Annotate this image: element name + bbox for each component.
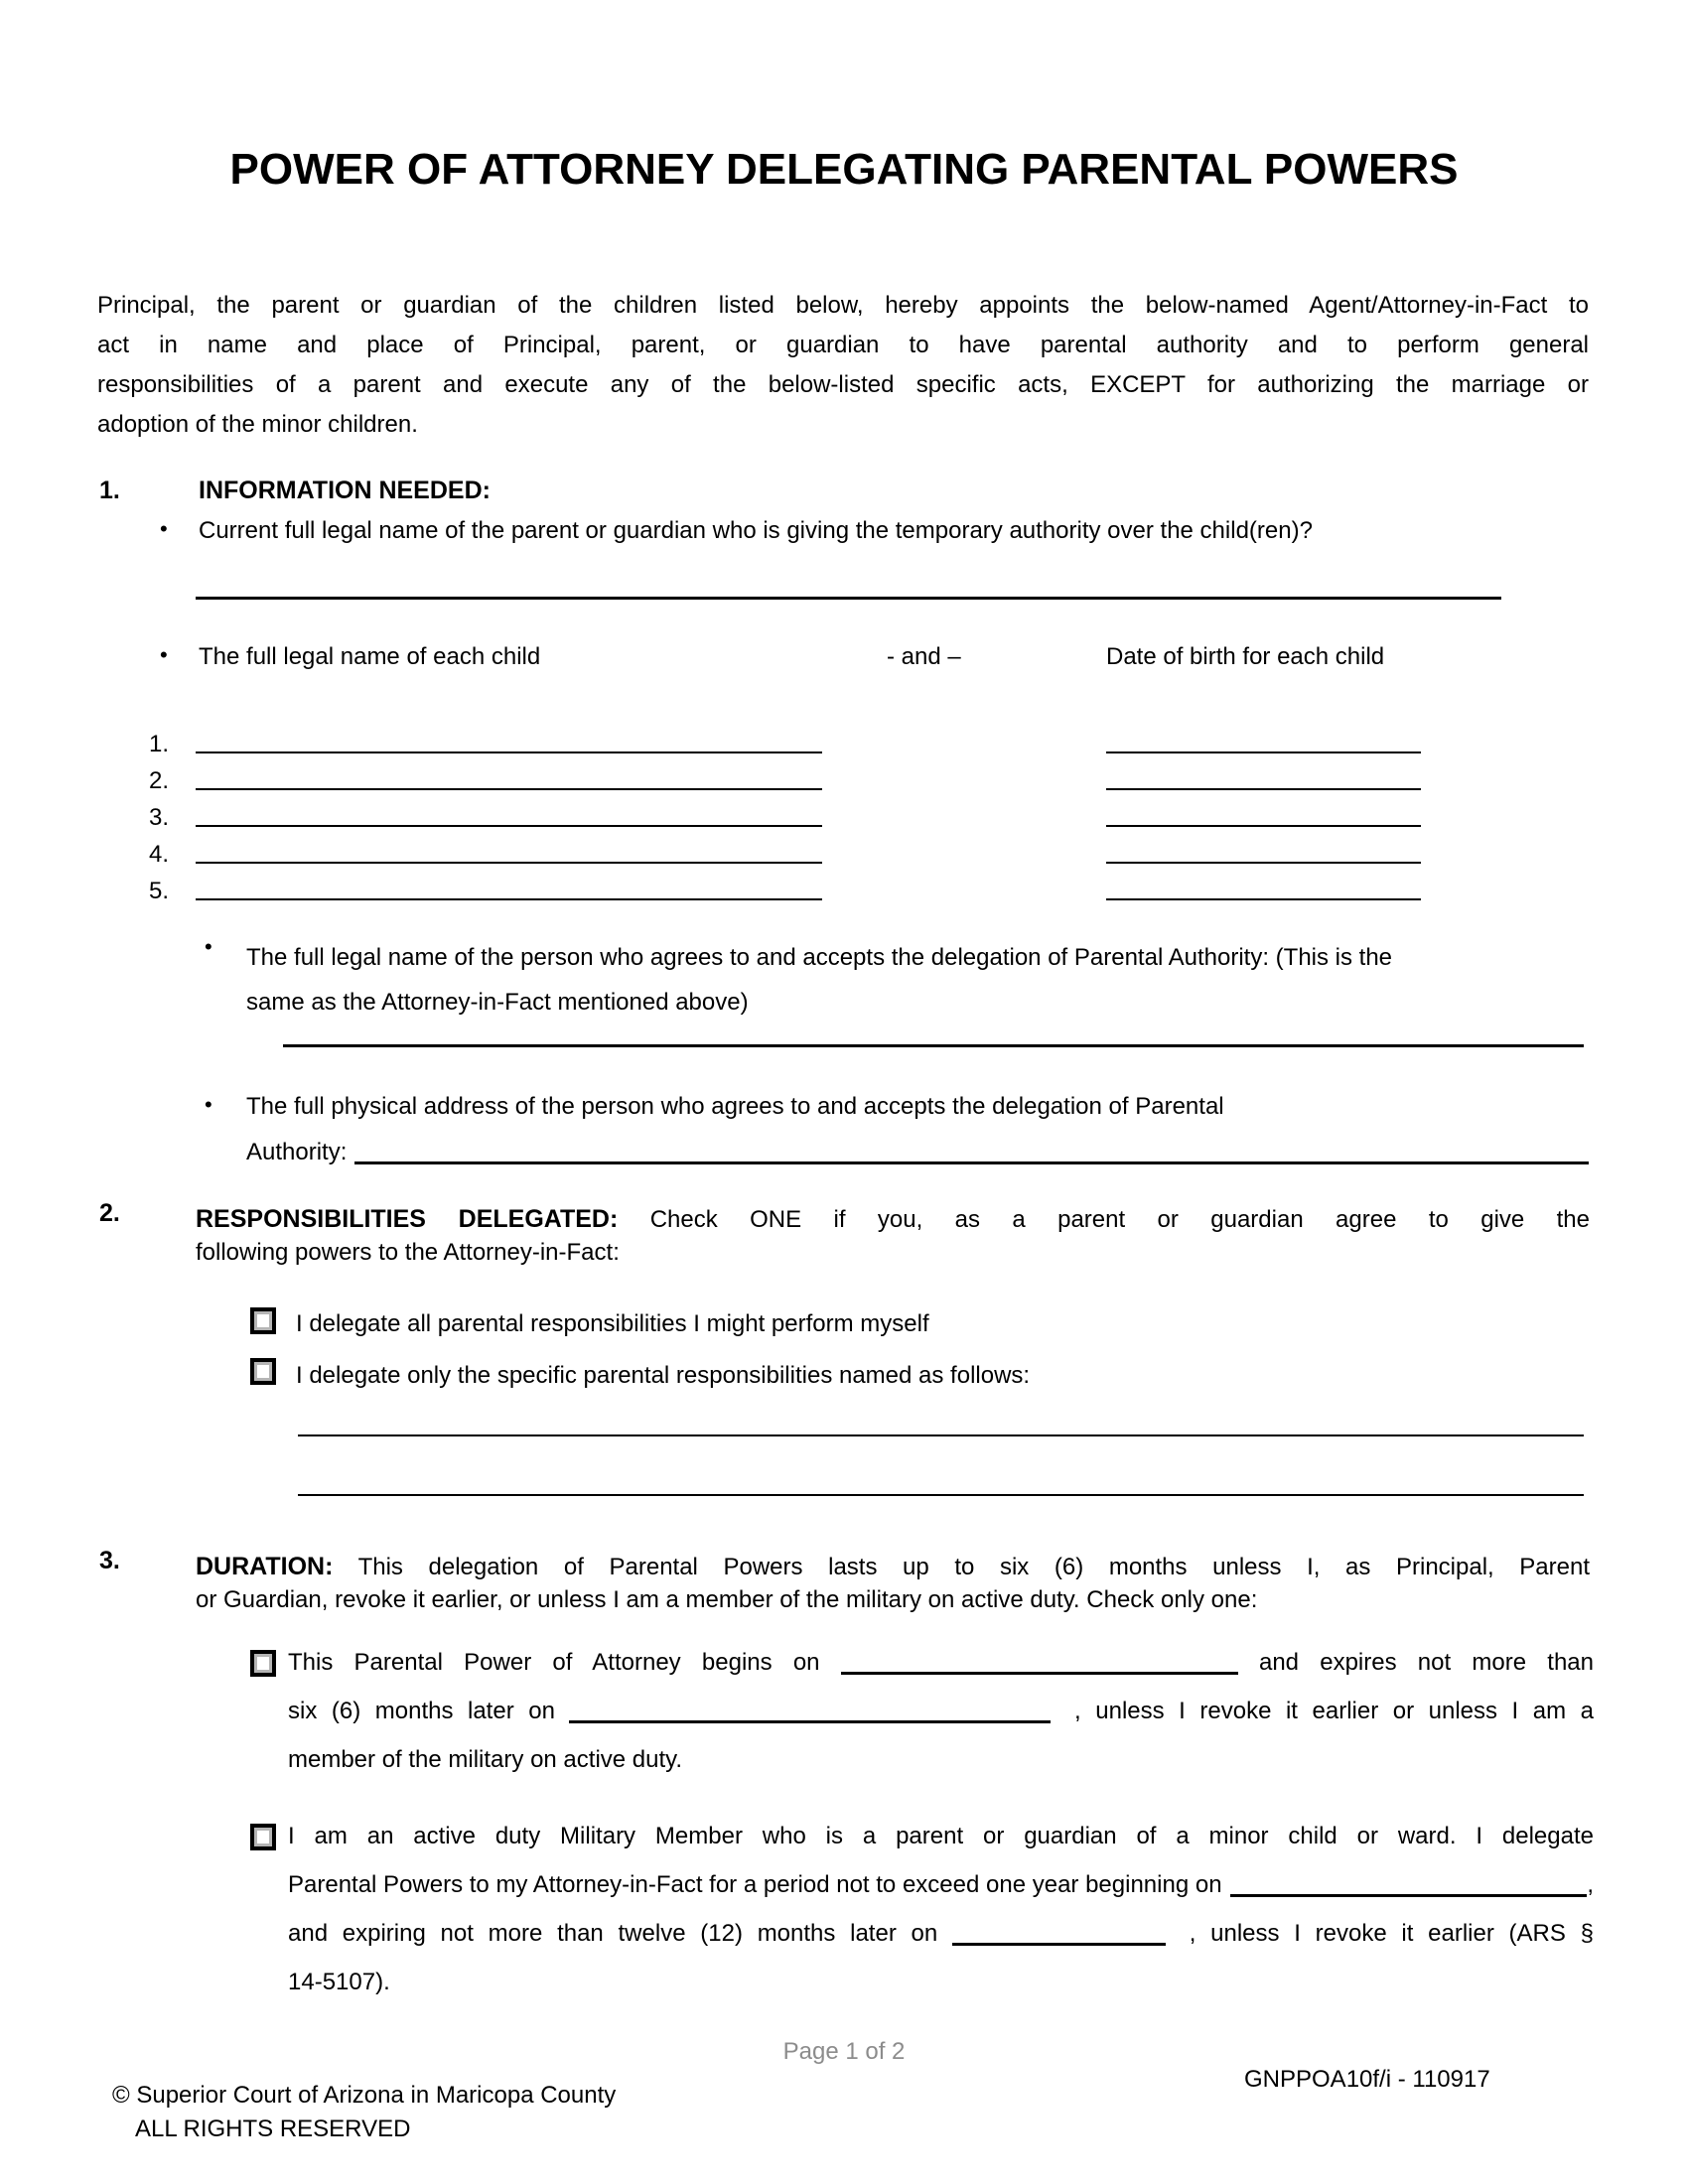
- child-dob-line[interactable]: [1106, 898, 1421, 900]
- duration-option1-line3: member of the military on active duty.: [288, 1746, 683, 1773]
- page-title: POWER OF ATTORNEY DELEGATING PARENTAL POWERS: [229, 145, 1459, 194]
- military-comma: ,: [1587, 1871, 1594, 1898]
- section3-heading: DURATION:: [196, 1553, 334, 1580]
- child-name-line[interactable]: [196, 898, 822, 900]
- specific-responsibilities-line2[interactable]: [298, 1494, 1584, 1496]
- parent-name-line[interactable]: [196, 597, 1501, 600]
- child-row-number: 5.: [149, 878, 170, 904]
- section1-heading: INFORMATION NEEDED:: [199, 477, 491, 504]
- duration-military-option: [288, 1812, 1594, 2006]
- agent-address-row: [246, 1139, 1589, 1166]
- checkbox-delegate-specific[interactable]: [250, 1358, 276, 1385]
- section3-heading-rest: This delegation of Parental Powers lasts up to six (6) months unless I, as Principal, Parent: [357, 1554, 1590, 1580]
- agent-name-prompt-line1: The full legal name of the person who agrees to and accepts the delegation of Parental Authority: (This is the: [246, 944, 1393, 971]
- military-expire-date-line[interactable]: [952, 1931, 1166, 1946]
- section3-number: 3.: [99, 1547, 120, 1574]
- child-dob-line[interactable]: [1106, 751, 1421, 753]
- intro-line: responsibilities of a parent and execute any of the below-listed specific acts, EXCEPT for authorizing the marriage or: [97, 371, 1589, 398]
- section3-heading-line1: [196, 1547, 1590, 1587]
- child-name-column-label: The full legal name of each child: [199, 643, 541, 670]
- child-dob-column-label: Date of birth for each child: [1106, 643, 1385, 670]
- parent-name-prompt: Current full legal name of the parent or guardian who is giving the temporary authority over the child(ren)?: [199, 517, 1313, 544]
- section1-number: 1.: [99, 477, 120, 504]
- child-dob-line[interactable]: [1106, 788, 1421, 790]
- agent-name-prompt: [246, 935, 1577, 1024]
- checkbox-delegate-all[interactable]: [250, 1307, 276, 1334]
- child-dob-line[interactable]: [1106, 825, 1421, 827]
- military-begin-text: Parental Powers to my Attorney-in-Fact for a period not to exceed one year beginning on: [288, 1871, 1222, 1898]
- section2-heading-line1: [196, 1199, 1590, 1240]
- form-code: GNPPOA10f/i - 110917: [1244, 2066, 1490, 2093]
- checkbox-duration-military[interactable]: [250, 1824, 276, 1850]
- child-row-number: 3.: [149, 804, 170, 831]
- duration-revoke-text: , unless I revoke it earlier or unless I am a: [1074, 1698, 1594, 1724]
- poa-expire-date-line[interactable]: [569, 1708, 1051, 1723]
- section3-heading-line2: or Guardian, revoke it earlier, or unless I am a member of the military on active duty. Check only one:: [196, 1586, 1258, 1613]
- delegate-all-label: I delegate all parental responsibilities I might perform myself: [296, 1310, 929, 1337]
- section2-heading-rest: Check ONE if you, as a parent or guardian agree to give the: [649, 1206, 1590, 1233]
- military-begin-date-line[interactable]: [1230, 1882, 1588, 1897]
- military-expire-text: and expiring not more than twelve (12) months later on: [288, 1920, 938, 1947]
- child-row-number: 2.: [149, 767, 170, 794]
- child-name-line[interactable]: [196, 825, 822, 827]
- bullet-icon: •: [160, 516, 168, 541]
- agent-address-line[interactable]: [354, 1150, 1589, 1164]
- section2-heading-line2: following powers to the Attorney-in-Fact:: [196, 1239, 620, 1266]
- duration-begins-on-text: This Parental Power of Attorney begins on: [288, 1649, 820, 1676]
- bullet-icon: •: [205, 934, 212, 959]
- child-dob-line[interactable]: [1106, 862, 1421, 864]
- checkbox-duration-six-months[interactable]: [250, 1650, 276, 1677]
- section2-heading: RESPONSIBILITIES DELEGATED:: [196, 1205, 619, 1233]
- copyright-line2: ALL RIGHTS RESERVED: [135, 2116, 411, 2142]
- duration-option1-line2: [288, 1687, 1594, 1735]
- military-option-line3: [288, 1909, 1594, 1958]
- child-row-number: 4.: [149, 841, 170, 868]
- agent-address-prompt-line1: The full physical address of the person who agrees to and accepts the delegation of Parental: [246, 1093, 1224, 1120]
- child-name-line[interactable]: [196, 788, 822, 790]
- military-revoke-text: , unless I revoke it earlier (ARS §: [1189, 1920, 1594, 1947]
- military-option-line2: [288, 1860, 1594, 1909]
- intro-paragraph: [97, 286, 1589, 445]
- page-indicator: Page 1 of 2: [782, 2038, 906, 2065]
- intro-line: Principal, the parent or guardian of the children listed below, hereby appoints the below-named Agent/Attorney-in-Fact to: [97, 292, 1589, 319]
- copyright-line1: © Superior Court of Arizona in Maricopa County: [112, 2082, 617, 2109]
- child-name-line[interactable]: [196, 751, 822, 753]
- agent-address-label: Authority:: [246, 1139, 348, 1165]
- bullet-icon: •: [205, 1092, 212, 1117]
- intro-line: act in name and place of Principal, parent, or guardian to have parental authority and to perform general: [97, 332, 1589, 358]
- bullet-icon: •: [160, 642, 168, 667]
- intro-line: adoption of the minor children.: [97, 411, 418, 438]
- poa-begin-date-line[interactable]: [841, 1660, 1238, 1675]
- duration-later-on-text: six (6) months later on: [288, 1698, 555, 1724]
- delegate-specific-label: I delegate only the specific parental responsibilities named as follows:: [296, 1362, 1031, 1389]
- child-name-line[interactable]: [196, 862, 822, 864]
- military-option-line1: I am an active duty Military Member who is a parent or guardian of a minor child or ward. I delegate: [288, 1823, 1594, 1849]
- agent-name-prompt-line2: same as the Attorney-in-Fact mentioned above): [246, 989, 749, 1016]
- agent-name-line[interactable]: [283, 1044, 1584, 1047]
- specific-responsibilities-line1[interactable]: [298, 1434, 1584, 1436]
- child-row-number: 1.: [149, 731, 170, 757]
- section2-number: 2.: [99, 1199, 120, 1227]
- and-separator: - and –: [887, 643, 961, 670]
- duration-six-months-option: [288, 1638, 1594, 1784]
- military-option-line4: 14-5107).: [288, 1969, 390, 1995]
- duration-option1-line1: [288, 1638, 1594, 1687]
- duration-expires-text: and expires not more than: [1258, 1649, 1594, 1676]
